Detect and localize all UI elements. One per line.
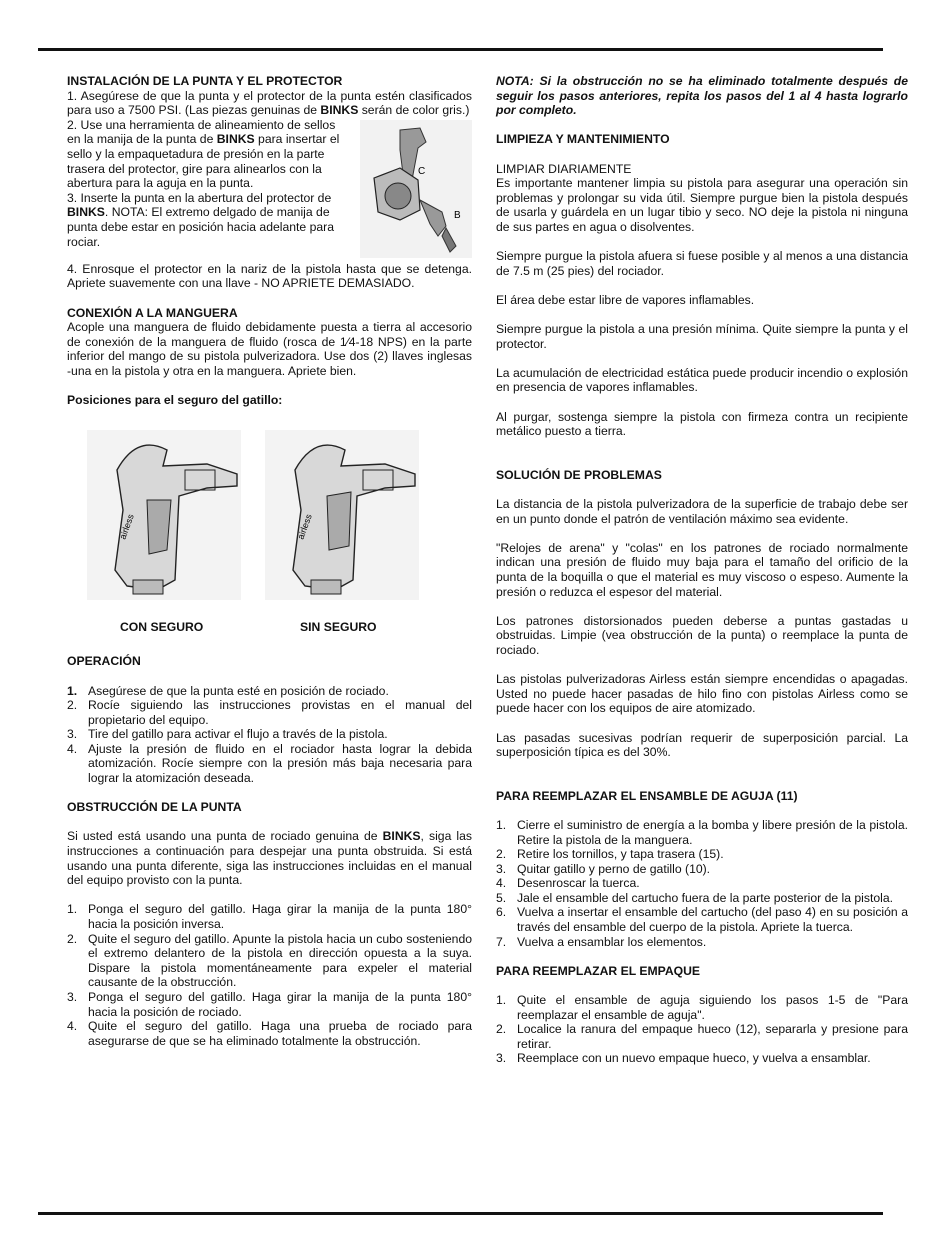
list-number: 7. [496, 934, 507, 949]
trigger-lock-title: Posiciones para el seguro del gatillo: [67, 393, 283, 408]
cleaning-para: El área debe estar libre de vapores inflamables. [496, 292, 755, 307]
clog-intro [67, 829, 472, 887]
cleaning-para: Es importante mantener limpia su pistola para asegurar una operación sin problemas y prolongar su vida útil. Siempre purgue bien la pistola después de usarla y guárdela en un lugar tibio y seco. NO deje la pistola ni ninguna de sus partes en agua o disolventes. [496, 176, 908, 234]
list-text: Localice la ranura del empaque hueco (12), separarla y presione para retirar. [517, 1022, 908, 1051]
install-step-2-text: 2. Use una herramienta de alineamiento de sellos en la manija de la punta de [67, 117, 336, 147]
top-rule [38, 48, 883, 51]
troubleshooting-para: Las pistolas pulverizadoras Airless están siempre encendidas o apagadas. Usted no puede hacer pasadas de hilo fino con pistolas Airless como se puede hacer con los equipos de aire atomizado. [496, 672, 908, 716]
list-item [67, 902, 472, 931]
list-item [496, 905, 908, 934]
list-text: Jale el ensamble del cartucho fuera de la parte posterior de la pistola. [517, 890, 894, 905]
list-text: Quite el seguro del gatillo. Apunte la pistola hacia un cubo sosteniendo el extremo delantero de la pistola en dirección opuesta a la suya. Dispare la pistola momentáneamente para expeler el material causante de la obstrucción. [88, 931, 472, 990]
gun-label: airless [295, 512, 314, 541]
list-text: Ajuste la presión de fluido en el rociador hasta lograr la debida atomización. Rocíe siempre con la presión más baja necesaria para lograr la atomización deseada. [88, 741, 472, 786]
list-text: Quite el seguro del gatillo. Haga una prueba de rociado para asegurarse de que se ha eliminado totalmente la obstrucción. [88, 1019, 472, 1048]
list-number: 4. [496, 876, 507, 891]
needle-list [496, 818, 908, 949]
list-item [496, 876, 908, 891]
list-text: Vuelva a ensamblar los elementos. [517, 934, 707, 949]
list-item [496, 993, 908, 1022]
list-number: 1. [67, 902, 78, 917]
needle-title: PARA REEMPLAZAR EL ENSAMBLE DE AGUJA (11) [496, 788, 798, 803]
brand-name: BINKS [320, 103, 359, 118]
list-number: 2. [67, 931, 78, 946]
list-number: 3. [67, 727, 78, 742]
packing-title: PARA REEMPLAZAR EL EMPAQUE [496, 963, 701, 978]
packing-list [496, 993, 908, 1066]
list-text: Tire del gatillo para activar el flujo a través de la pistola. [88, 727, 388, 742]
install-step-2-text-end: para insertar el sello y la empaquetadura de presión en la parte trasera del protector, gire para alinearlos con la abertura para la aguja en la punta. [67, 132, 340, 191]
list-item [67, 932, 472, 990]
caption-unlocked: SIN SEGURO [300, 619, 377, 634]
list-text: Quitar gatillo y perno de gatillo (10). [517, 861, 711, 876]
list-item [67, 727, 472, 742]
clog-intro-text: Si usted está usando una punta de rociado genuina de [67, 829, 383, 844]
hose-text: Acople una manguera de fluido debidamente puesta a tierra al accesorio de conexión de la manguera de fluido (rosca de 1⁄4-18 NPS) en la parte inferior del mango de su pistola pulverizadora. Use dos (2) llaves inglesas -una en la pistola y otra en la manguera. Apriete bien. [67, 320, 472, 378]
brand-name: BINKS [67, 205, 105, 220]
list-number: 4. [67, 1019, 78, 1034]
list-item [67, 698, 472, 727]
list-text: Quite el ensamble de aguja siguiendo los pasos 1-5 de "Para reemplazar el ensamble de aguja". [517, 993, 908, 1022]
troubleshooting-title: SOLUCIÓN DE PROBLEMAS [496, 467, 662, 482]
list-item [67, 742, 472, 786]
list-item [496, 891, 908, 906]
list-item [67, 1019, 472, 1048]
list-number: 3. [67, 989, 78, 1004]
brand-name: BINKS [216, 132, 255, 147]
troubleshooting-para: La distancia de la pistola pulverizadora de la superficie de trabajo debe ser en un punto donde el patrón de ventilación máximo sea evidente. [496, 497, 908, 526]
list-text: Reemplace con un nuevo empaque hueco, y vuelva a ensamblar. [517, 1051, 871, 1066]
clog-list [67, 902, 472, 1048]
left-column [67, 74, 472, 1048]
list-item [496, 1022, 908, 1051]
brand-name: BINKS [382, 829, 421, 844]
list-text: Desenroscar la tuerca. [517, 876, 640, 891]
operation-title: OPERACIÓN [67, 654, 141, 669]
cleaning-para: Al purgar, sostenga siempre la pistola con firmeza contra un recipiente metálico puesto a tierra. [496, 409, 908, 439]
install-step-3-text: 3. Inserte la punta en la abertura del protector de [67, 190, 332, 205]
list-item [496, 818, 908, 847]
hose-title: CONEXIÓN A LA MANGUERA [67, 305, 238, 320]
list-item [496, 847, 908, 862]
trigger-lock-figures [67, 430, 472, 636]
figure-label-c: C [418, 165, 426, 177]
list-item [496, 1051, 908, 1066]
list-number: 5. [496, 890, 507, 905]
troubleshooting-para: Los patrones distorsionados pueden deberse a puntas gastadas u obstruidas. Limpie (vea obstrucción de la punta) o reemplace la punta de rociado. [496, 613, 908, 657]
clog-intro-text-end: , siga las instrucciones a continuación para despejar una punta obstruida. Si está usando una punta diferente, siga las instrucciones incluidas en el manual del equipo provisto con la punta. [67, 829, 472, 888]
gun-locked-image [87, 430, 241, 600]
list-text: Asegúrese de que la punta esté en posición de rociado. [88, 683, 389, 698]
cleaning-title: LIMPIEZA Y MANTENIMIENTO [496, 132, 670, 147]
list-number: 3. [496, 1051, 507, 1066]
troubleshooting-para: Las pasadas sucesivas podrían requerir de superposición parcial. La superposición típica es del 30%. [496, 730, 908, 760]
list-text: Ponga el seguro del gatillo. Haga girar la manija de la punta 180° hacia la posición de rociado. [88, 989, 472, 1019]
list-number: 2. [496, 847, 507, 862]
troubleshooting-para: "Relojes de arena" y "colas" en los patrones de rociado normalmente indican una presión de fluido muy baja para el tamaño del orificio de la punta de la boquilla o que el material es muy viscoso o espeso. Aumente la presión o reduzca el espesor del material. [496, 540, 908, 599]
list-text: Retire los tornillos, y tapa trasera (15). [517, 847, 724, 862]
list-text: Vuelva a insertar el ensamble del cartucho (del paso 4) en su posición a través del ensamble del cuerpo de la pistola. Apriete la tuerca. [517, 905, 908, 935]
list-item [496, 862, 908, 877]
operation-list [67, 684, 472, 786]
install-step-1-text: 1. Asegúrese de que la punta y el protector de la punta estén clasificados para uso a 7500 PSI. (Las piezas genuinas de [67, 88, 472, 118]
gun-unlocked-image [265, 430, 419, 600]
list-number: 2. [67, 698, 78, 713]
install-step-1-text-end: serán de color gris.) [358, 103, 470, 118]
list-item [496, 935, 908, 950]
cleaning-para: Siempre purgue la pistola afuera si fuese posible y al menos a una distancia de 7.5 m (25 pies) del rociador. [496, 249, 908, 278]
list-number: 4. [67, 741, 78, 756]
install-step-4: 4. Enrosque el protector en la nariz de la pistola hasta que se detenga. Apriete suavemente con una llave - NO APRIETE DEMASIADO. [67, 261, 472, 291]
install-step-1 [67, 89, 472, 118]
cleaning-para: La acumulación de electricidad estática puede producir incendio o explosión en presencia de vapores inflamables. [496, 365, 908, 395]
clog-note: NOTA: Si la obstrucción no se ha eliminado totalmente después de seguir los pasos anteriores, repita los pasos del 1 al 4 hasta lograrlo por completo. [496, 74, 908, 118]
install-title: INSTALACIÓN DE LA PUNTA Y EL PROTECTOR [67, 74, 343, 88]
list-number: 1. [496, 817, 507, 832]
install-step-3-text-end: . NOTA: El extremo delgado de manija de punta debe estar en posición hacia adelante para rociar. [67, 205, 334, 249]
list-number: 2. [496, 1022, 507, 1037]
caption-locked: CON SEGURO [120, 619, 204, 634]
tip-guard-figure [360, 120, 472, 258]
list-number: 6. [496, 905, 507, 920]
bottom-rule [38, 1212, 883, 1215]
list-item [67, 990, 472, 1019]
cleaning-subtitle: LIMPIAR DIARIAMENTE [496, 161, 632, 176]
list-number: 1. [496, 993, 507, 1008]
list-text: Ponga el seguro del gatillo. Haga girar la manija de la punta 180° hacia la posición inversa. [88, 902, 472, 931]
list-number: 3. [496, 861, 507, 876]
list-text: Rocíe siguiendo las instrucciones provistas en el manual del propietario del equipo. [88, 698, 472, 727]
gun-label: airless [117, 512, 136, 541]
cleaning-para: Siempre purgue la pistola a una presión mínima. Quite siempre la punta y el protector. [496, 322, 908, 351]
list-item [67, 684, 472, 699]
figure-label-b: B [454, 209, 461, 221]
right-column [496, 74, 908, 1066]
list-number: 1. [67, 683, 78, 698]
clog-title: OBSTRUCCIÓN DE LA PUNTA [67, 800, 242, 815]
list-text: Cierre el suministro de energía a la bomba y libere presión de la pistola. Retire la pistola de la manguera. [517, 817, 908, 847]
